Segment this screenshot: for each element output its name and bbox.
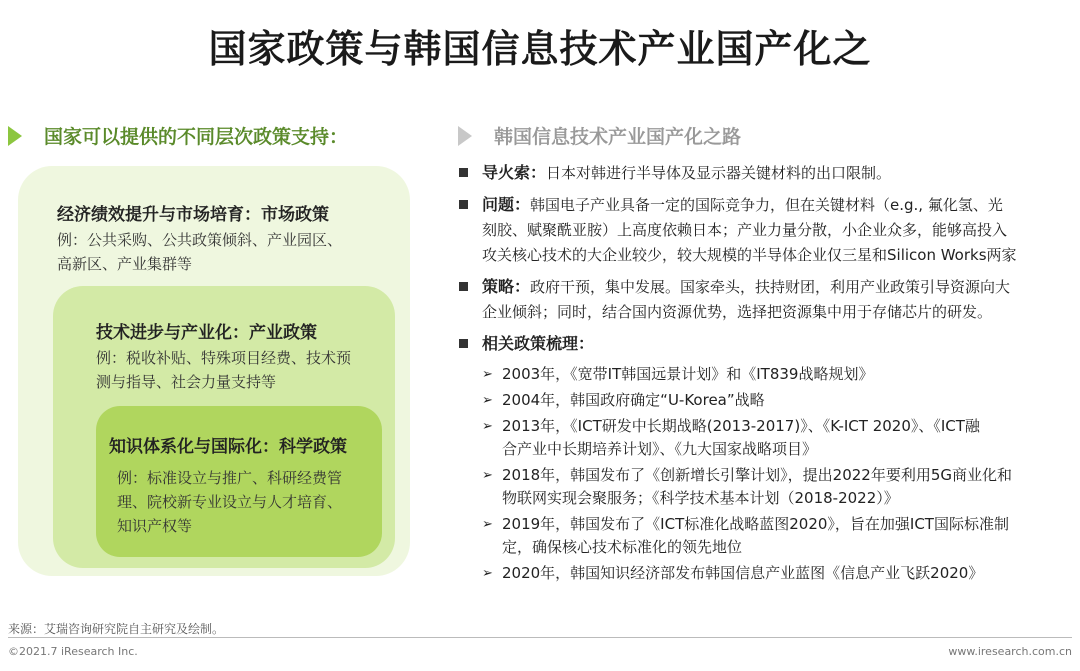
arrow-bullet-icon: ➢ xyxy=(482,367,493,382)
policies-item xyxy=(458,331,1080,357)
copyright: ©2021.7 iResearch Inc. xyxy=(8,645,138,658)
industry-policy-text-1: 例：税收补贴、特殊项目经费、技术预 xyxy=(96,349,352,367)
policy-2003: ➢ 2003年，《宽带IT韩国远景计划》和《IT839战略规划》 xyxy=(458,363,1080,386)
industry-policy-heading: 技术进步与产业化：产业政策 xyxy=(96,323,317,343)
problem-item xyxy=(458,192,1080,268)
strategy-label: 策略： xyxy=(482,277,531,296)
arrow-bullet-icon: ➢ xyxy=(482,566,493,581)
policy-2018: ➢ 2018年，韩国发布了《创新增长引擎计划》，提出2022年要利用5G商业化和 物联网实现会聚服务；《科学技术基本计划（2018-2022）》 xyxy=(482,466,1013,507)
footer-divider xyxy=(8,637,1072,638)
square-bullet-icon xyxy=(459,168,468,177)
strategy-text-1: 政府干预，集中发展。国家牵头，扶持财团，利用产业政策引导资源向大 xyxy=(530,278,1011,296)
market-policy-text-1: 例：公共采购、公共政策倾斜、产业园区、 xyxy=(57,231,343,249)
strategy-item xyxy=(458,274,1080,325)
science-policy-text-3: 知识产权等 xyxy=(117,517,193,535)
arrow-bullet-icon: ➢ xyxy=(482,517,493,532)
square-bullet-icon xyxy=(459,339,468,348)
fuse-text: 日本对韩进行半导体及显示器关键材料的出口限制。 xyxy=(546,164,892,182)
problem-text-3: 攻关核心技术的大企业较少，较大规模的半导体企业仅三星和Silicon Works两家 xyxy=(482,246,1017,264)
policy-2004: ➢ 2004年，韩国政府确定“U-Korea”战略 xyxy=(458,389,1080,412)
right-heading-text: 韩国信息技术产业国产化之路 xyxy=(494,126,742,148)
source-note: 来源：艾瑞咨询研究院自主研究及绘制。 xyxy=(8,622,225,636)
arrow-bullet-icon: ➢ xyxy=(482,393,493,408)
market-policy-text-2: 高新区、产业集群等 xyxy=(57,255,193,273)
arrow-bullet-icon: ➢ xyxy=(482,419,493,434)
policy-2019: ➢ 2019年，韩国发布了《ICT标准化战略蓝图2020》，旨在加强ICT国际标准制 定，确保核心技术标准化的领先地位 xyxy=(482,515,1009,556)
science-policy-text-2: 理、院校新专业设立与人才培育、 xyxy=(117,493,343,511)
square-bullet-icon xyxy=(459,200,468,209)
triangle-bullet-icon xyxy=(458,126,472,146)
page-title: 国家政策与韩国信息技术产业国产化之 xyxy=(208,27,872,71)
problem-text-2: 刻胶、赋聚酰亚胺）上高度依赖日本；产业力量分散，小企业众多，能够高投入 xyxy=(482,221,1008,239)
policies-label: 相关政策梳理： xyxy=(482,334,595,353)
fuse-label: 导火索： xyxy=(482,163,547,182)
policy-2013: ➢ 2013年，《ICT研发中长期战略(2013-2017)》、《K-ICT 2020》、《ICT融 合产业中长期培养计划》、《九大国家战略项目》 xyxy=(482,417,980,458)
fuse-item xyxy=(458,160,1080,186)
problem-label: 问题： xyxy=(482,195,531,214)
square-bullet-icon xyxy=(459,282,468,291)
left-heading-text: 国家可以提供的不同层次政策支持： xyxy=(44,126,349,148)
right-content xyxy=(458,160,1080,588)
problem-text-1: 韩国电子产业具备一定的国际竞争力，但在关键材料（e.g., 氟化氢、光 xyxy=(530,196,1003,214)
left-section-heading xyxy=(8,122,348,149)
right-section-heading xyxy=(458,122,741,149)
science-policy-text-1: 例：标准设立与推广、科研经费管 xyxy=(117,469,343,487)
triangle-bullet-icon xyxy=(8,126,22,146)
science-policy-heading: 知识体系化与国际化：科学政策 xyxy=(109,437,347,457)
policy-2020: ➢ 2020年，韩国知识经济部发布韩国信息产业蓝图《信息产业飞跃2020》 xyxy=(458,562,1080,585)
market-policy-heading: 经济绩效提升与市场培育：市场政策 xyxy=(57,205,329,225)
strategy-text-2: 企业倾斜；同时，结合国内资源优势，选择把资源集中用于存储芯片的研发。 xyxy=(482,303,993,321)
industry-policy-text-2: 测与指导、社会力量支持等 xyxy=(96,373,277,391)
arrow-bullet-icon: ➢ xyxy=(482,468,493,483)
website-link[interactable]: www.iresearch.com.cn xyxy=(948,645,1072,658)
